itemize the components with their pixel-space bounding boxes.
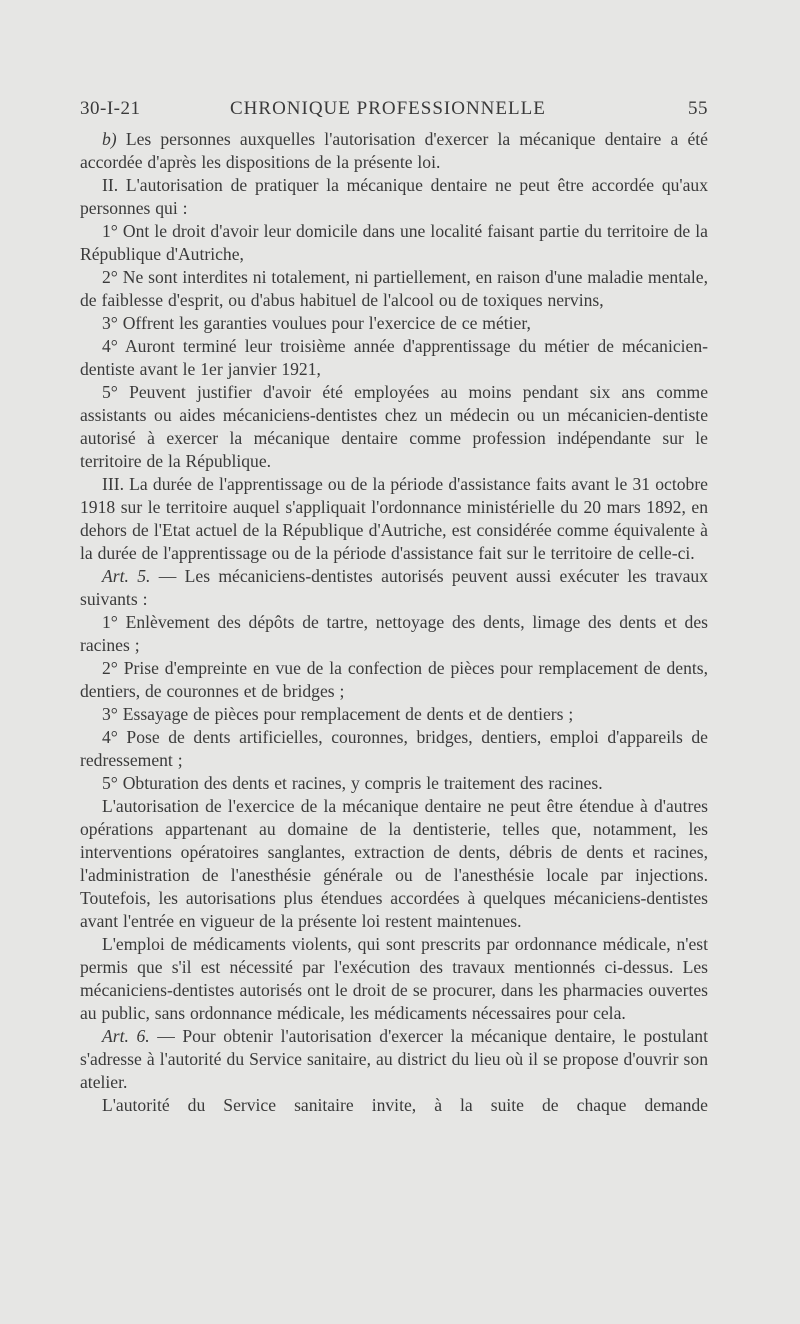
page-body (80, 128, 708, 1117)
paragraph (80, 657, 708, 703)
paragraph-text: II. L'autorisation de pratiquer la mécanique dentaire ne peut être accordée qu'aux personnes qui : (80, 175, 708, 218)
paragraph (80, 381, 708, 473)
paragraph (80, 128, 708, 174)
paragraph-text: 3° Essayage de pièces pour remplacement de dents et de dentiers ; (102, 704, 574, 724)
paragraph (80, 933, 708, 1025)
paragraph-text: 1° Ont le droit d'avoir leur domicile dans une localité faisant partie du territoire de la République d'Autriche, (80, 221, 708, 264)
paragraph-text: III. La durée de l'apprentissage ou de la période d'assistance faits avant le 31 octobre 1918 sur le territoire auquel s'appliquait l'ordonnance ministérielle du 20 mars 1892, en dehors de l'Etat actuel de la République d'Autriche, est considérée comme équivalente à la durée de l'apprentissage ou de la période d'assistance fait sur le territoire de celle-ci. (80, 474, 708, 563)
paragraph-text: 1° Enlèvement des dépôts de tartre, nettoyage des dents, limage des dents et des racines ; (80, 612, 708, 655)
article-number: Art. 6. (102, 1026, 150, 1046)
paragraph-text: 4° Auront terminé leur troisième année d'apprentissage du métier de mécanicien-dentiste avant le 1er janvier 1921, (80, 336, 708, 379)
paragraph-text: Les personnes auxquelles l'autorisation d'exercer la mécanique dentaire a été accordée d'après les dispositions de la présente loi. (80, 129, 708, 172)
paragraph-text: L'autorité du Service sanitaire invite, à la suite de chaque demande (102, 1095, 708, 1115)
paragraph-text: — Les mécaniciens-dentistes autorisés peuvent aussi exécuter les travaux suivants : (80, 566, 708, 609)
paragraph (80, 1025, 708, 1094)
paragraph (80, 473, 708, 565)
paragraph-text: 2° Ne sont interdites ni totalement, ni partiellement, en raison d'une maladie mentale, de faiblesse d'esprit, ou d'abus habituel de l'alcool ou de toxiques nervins, (80, 267, 708, 310)
header-date: 30-I-21 (80, 98, 141, 119)
paragraph (80, 266, 708, 312)
paragraph-text: L'autorisation de l'exercice de la mécanique dentaire ne peut être étendue à d'autres opérations appartenant au domaine de la dentisterie, telles que, notamment, les interventions opératoires sanglantes, extraction de dents, débris de dents et racines, l'administration de l'anesthésie générale ou de l'anesthésie locale par injections. Toutefois, les autorisations plus étendues accordées à quelques mécaniciens-dentistes avant l'entrée en vigueur de la présente loi restent maintenues. (80, 796, 708, 931)
paragraph (80, 335, 708, 381)
page-number: 55 (688, 98, 708, 119)
paragraph (80, 174, 708, 220)
paragraph-text: 5° Peuvent justifier d'avoir été employées au moins pendant six ans comme assistants ou aides mécaniciens-dentistes chez un médecin ou un mécanicien-dentiste autorisé à exercer la mécanique dentaire comme profession indépendante sur le territoire de la République. (80, 382, 708, 471)
paragraph (80, 795, 708, 933)
paragraph (80, 611, 708, 657)
paragraph (80, 565, 708, 611)
article-number: Art. 5. (102, 566, 151, 586)
paragraph (80, 1094, 708, 1117)
paragraph-text: — Pour obtenir l'autorisation d'exercer la mécanique dentaire, le postulant s'adresse à l'autorité du Service sanitaire, au district du lieu où il se propose d'ouvrir son atelier. (80, 1026, 708, 1092)
paragraph-text: 4° Pose de dents artificielles, couronnes, bridges, dentiers, emploi d'appareils de redressement ; (80, 727, 708, 770)
paragraph-text: 5° Obturation des dents et racines, y compris le traitement des racines. (102, 773, 603, 793)
paragraph (80, 312, 708, 335)
paragraph-text: 3° Offrent les garanties voulues pour l'exercice de ce métier, (102, 313, 531, 333)
running-header (80, 98, 708, 128)
paragraph (80, 726, 708, 772)
paragraph-text: 2° Prise d'empreinte en vue de la confection de pièces pour remplacement de dents, dentiers, de couronnes et de bridges ; (80, 658, 708, 701)
paragraph-lead: b) (102, 129, 117, 149)
paragraph-text: L'emploi de médicaments violents, qui sont prescrits par ordonnance médicale, n'est permis que s'il est nécessité par l'exécution des travaux mentionnés ci-dessus. Les mécaniciens-dentistes autorisés ont le droit de se procurer, dans les pharmacies ouvertes au public, sans ordonnance médicale, les médicaments nécessaires pour cela. (80, 934, 708, 1023)
paragraph (80, 772, 708, 795)
paragraph (80, 220, 708, 266)
paragraph (80, 703, 708, 726)
header-title: CHRONIQUE PROFESSIONNELLE (230, 98, 546, 119)
